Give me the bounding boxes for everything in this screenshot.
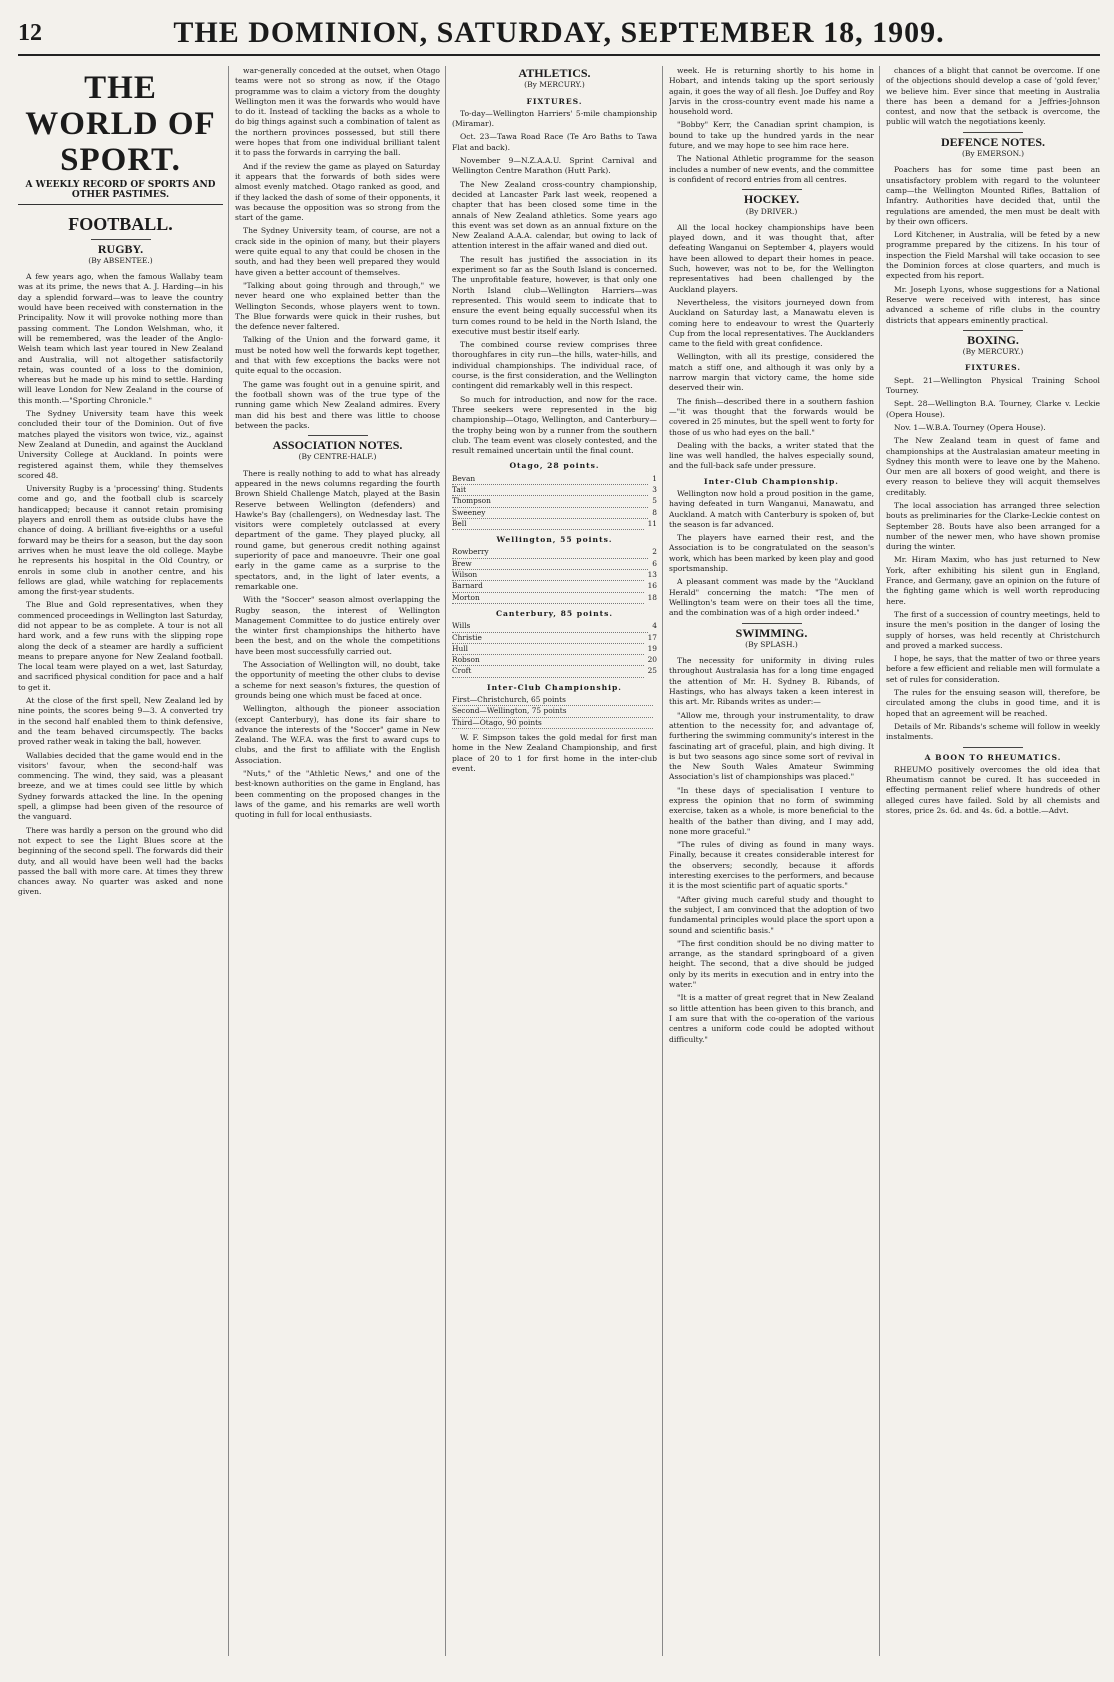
- table-cell-name: Tait: [452, 485, 648, 496]
- swimming-article: [669, 656, 874, 1045]
- defence-paragraph: Poachers has for some time past been an unsatisfactory problem with regard to the volunteer camp—the Wellington Mounted Rifles, Battalion of Infantry. Authorities have decided that, until the regulations are amended, the men must be dealt with by their own officers.: [886, 165, 1100, 226]
- boxing-paragraph: The local association has arranged three selection bouts as preliminaries for the Clarke-Leckie contest on September 28. Bouts have also been arranged for a number of the newer men, who have shown promise during the winter.: [886, 500, 1100, 552]
- association-paragraph: With the "Soccer" season almost overlapping the Rugby season, the interest of Wellington Management Committee to do justice entirely over the winter first championships the hitherto have been the best, and on the whole the competitions have been most successfully carried out.: [235, 595, 440, 656]
- boxing-fixtures: [886, 376, 1100, 433]
- table-cell-value: 3: [652, 484, 657, 494]
- athletics-article: [452, 180, 657, 457]
- table-cell-name: Bevan: [452, 474, 648, 485]
- table-row: [452, 519, 657, 530]
- column-3: [452, 66, 657, 1656]
- column-2: [235, 66, 440, 1656]
- boxing-paragraph: The first of a succession of country meetings, held to insure the men's position in the danger of losing the supply of horses, was held recently at Christchurch and proved a marked success.: [886, 609, 1100, 650]
- divider: [963, 330, 1023, 331]
- football-paragraph: The Blue and Gold representatives, when they commenced proceedings in Wellington last Saturday, did not appear to be as complete. A tour is not all hard work, and a few runs with the slipping rope along the deck of a steamer are hardly a sufficient means to prepare anyone for New Zealand football. The local team were played on a wet, last Saturday, and sacrificed physical condition for pace and a half to get it.: [18, 600, 223, 692]
- table-row: [452, 718, 657, 729]
- divider: [963, 132, 1023, 133]
- football-paragraph: University Rugby is a 'processing' thing. Students come and go, and the football club is scarcely handicapped; because it cannot retain promising players and enroll them as outside clubs have the chance of doing. A brilliant five-eighths or a useful forward may be theirs for a season, but the day soon arrives when he must leave the old college. Maybe he represents his hospital in the Old Country, or enrols in some club in another centre, and his fellows are glad, while watching for replacements among the first-year students.: [18, 484, 223, 597]
- swimming-paragraph: "Allow me, through your instrumentality, to draw attention to the necessity for, and advantage of, furthering the swimming community's interest in the fascinating art of graceful, plain, and high diving. It is but two seasons ago since some sort of revival in the New South Wales Amateur Swimming Association's list of championships was placed.": [669, 710, 874, 782]
- table-cell-name: Croft: [452, 666, 644, 677]
- interclub-title: Inter-Club Championship.: [487, 682, 622, 692]
- column-rule: [879, 66, 880, 1656]
- table-cell-value: 25: [647, 666, 657, 676]
- advertisement-title: A BOON TO RHEUMATICS.: [924, 752, 1062, 762]
- hockey-paragraph: A pleasant comment was made by the "Auckland Herald" concerning the match: "The men of Wellington's team were on their toes all the time, and the combination was of a high order indeed.": [669, 577, 874, 618]
- swimming-paragraph: The rules for the ensuing season will, therefore, be circulated among the clubs in good time, and it is hoped that an agreement will be reached.: [886, 688, 1100, 718]
- rugby-paragraph: "Talking about going through and through," we never heard one who explained better than the Wellington Seconds, whose players went to town. The Blue forwards were quick in their rushes, but the defence never faltered.: [235, 280, 440, 332]
- athletics-paragraph: The New Zealand cross-country championship, decided at Lancaster Park last week, reopened a chapter that has been closed some time in the annals of New Zealand athletics. Some years ago this event was set down as an annual fixture on the New Zealand A.A.A. calendar, but owing to lack of attention interest in the affair waned and died out.: [452, 179, 657, 251]
- athletics-continued: week. He is returning shortly to his home in Hobart, and intends taking up the sport seriously again, it goes the way of all flesh. Joe Duffey and Roy Jarvis in the cross-country event made his name a household word.: [669, 66, 874, 117]
- hockey-byline: (By DRIVER.): [745, 206, 798, 216]
- table-cell-name: Morton: [452, 593, 644, 604]
- column-1: [18, 66, 223, 1656]
- table-cell-name: Barnard: [452, 581, 644, 592]
- table-row: [452, 508, 657, 519]
- column-rule: [662, 66, 663, 1656]
- divider: [742, 189, 802, 190]
- table-title: Canterbury, 85 points.: [495, 608, 614, 618]
- association-byline: (By CENTRE-HALF.): [298, 452, 377, 462]
- boxing-heading: BOXING.: [967, 332, 1019, 347]
- table-cell-name: Sweeney: [452, 508, 648, 519]
- results-table: [452, 621, 657, 677]
- divider: [308, 435, 368, 436]
- table-cell-value: 17: [647, 632, 657, 642]
- rugby-article-continued: [235, 66, 440, 431]
- football-paragraph: The Sydney University team have this week concluded their tour of the Dominion. Out of five matches played the visitors won twice, viz., against New Zealand at Dunedin, and against the Auckland University College at Auckland. In points were registered against them, while they themselves scored 48.: [18, 409, 223, 480]
- rugby-heading: RUGBY.: [97, 241, 144, 256]
- fixture-item: Sept. 21—Wellington Physical Training School Tourney.: [886, 375, 1100, 396]
- column-5: [886, 66, 1100, 1656]
- boxing-byline: (By MERCURY.): [962, 347, 1024, 357]
- athletics-closing: W. F. Simpson takes the gold medal for first man home in the New Zealand Championship, and first place of 20 to 1 for first home in the inter-club event.: [452, 732, 657, 773]
- table-cell-value: 16: [647, 581, 657, 591]
- swimming-byline: (By SPLASH.): [745, 639, 798, 649]
- table-cell-name: Bell: [452, 519, 644, 530]
- hockey-paragraph: Wellington now hold a proud position in the game, having defeated in turn Wanganui, Manawatu, and Auckland. A match with Canterbury is spoken of, but the season is far advanced.: [669, 488, 874, 529]
- boxing-paragraph: Mr. Hiram Maxim, who has just returned to New York, after exhibiting his silent gun in England, France, and Germany, gave an opinion on the future of the fighting game which is well worth reproducing here.: [886, 555, 1100, 606]
- rugby-paragraph: And if the review the game as played on Saturday it appears that the forwards of both sides were almost evenly matched. Otago ranked as good, and if they lacked the dash of some of their opponents, it was because the opposition was so strong from the start of the game.: [235, 161, 440, 223]
- swimming-paragraph: "After giving much careful study and thought to the subject, I am convinced that the adoption of two fundamental principles would place the sport upon a sound and scientific basis.": [669, 894, 874, 935]
- hockey-paragraph: The finish—described there in a southern fashion—"it was thought that the forwards would be covered in 25 minutes, but the spell went to forty for those of us who had eyes on the ball.": [669, 396, 874, 437]
- newspaper-title: THE DOMINION, SATURDAY, SEPTEMBER 18, 1909.: [173, 16, 945, 49]
- table-row: [452, 581, 657, 592]
- table-cell-value: 1: [652, 473, 657, 483]
- hockey-paragraph: Wellington, with all its prestige, considered the match a stiff one, and although it was only by a narrow margin that victory came, the home side deserved their win.: [669, 352, 874, 393]
- swimming-paragraph: "The rules of diving as found in many ways. Finally, because it creates considerable interest for the observers; secondly, because it affords interesting exercises to the performers, and because it is the most scientific part of aquatic sports.": [669, 840, 874, 891]
- table-title: Wellington, 55 points.: [496, 535, 613, 545]
- table-cell-name: Robson: [452, 655, 644, 666]
- table-cell-value: 4: [652, 621, 657, 631]
- table-cell-name: Wills: [452, 621, 648, 632]
- divider: [963, 747, 1023, 748]
- athletics-fixtures-label: FIXTURES.: [526, 96, 583, 106]
- table-cell-value: 6: [652, 558, 657, 568]
- rugby-paragraph: The game was fought out in a genuine spirit, and the football shown was of the true type of the running game which New Zealand admires. Every man did his best and there was little to choose between the packs.: [235, 379, 440, 430]
- world-of-sport-subhead: A WEEKLY RECORD OF SPORTS AND OTHER PASTIMES.: [18, 180, 223, 205]
- table-cell-name: Third—Otago, 90 points: [452, 718, 653, 729]
- boxing-fixtures-label: FIXTURES.: [964, 363, 1022, 373]
- athletics-heading: ATHLETICS.: [518, 66, 591, 80]
- table-title: Otago, 28 points.: [509, 461, 600, 471]
- fixture-item: November 9—N.Z.A.A.U. Sprint Carnival and Wellington Centre Marathon (Hutt Park).: [452, 156, 657, 176]
- boxing-article: [886, 436, 1100, 651]
- swimming-heading: SWIMMING.: [735, 625, 808, 640]
- table-row: [452, 485, 657, 496]
- table-cell-name: Wilson: [452, 570, 644, 581]
- divider: [91, 239, 151, 240]
- association-notes-heading: ASSOCIATION NOTES.: [272, 438, 403, 453]
- football-paragraph: At the close of the first spell, New Zealand led by nine points, the scores being 9—3. A converted try in the second half enabled them to think defensive, and the team behaved circumspectly. The backs proved rather weak in taking the ball, however.: [18, 696, 223, 747]
- fixture-item: Sept. 28—Wellington B.A. Tourney, Clarke v. Leckie (Opera House).: [886, 399, 1100, 419]
- table-row: [452, 644, 657, 655]
- association-paragraph: The Association of Wellington will, no doubt, take the opportunity of meeting the other clubs to devise a scheme for next season's fixtures, the question of grounds being one which must be faced at once.: [235, 660, 440, 700]
- table-row: [452, 655, 657, 666]
- athletics-notes: [669, 120, 874, 185]
- boxing-paragraph: The New Zealand team in quest of fame and championships at the Australasian amateur meeting in Sydney this month were to leave one by the Maheno. Our men are all boxers of good weight, and there is every reason to believe they will acquit themselves creditably.: [886, 436, 1100, 497]
- table-cell-name: Christie: [452, 633, 644, 644]
- table-row: [452, 570, 657, 581]
- swimming-paragraph: "It is a matter of great regret that in New Zealand so little attention has been given to this branch, and I am sure that with the co-operation of the various centres a uniform code could be adopted without difficulty.": [669, 993, 874, 1044]
- athletics-byline: (By MERCURY.): [524, 80, 585, 90]
- hockey-paragraph: Dealing with the backs, a writer stated that the line was well handled, the halves especially sound, and the full-back safe under pressure.: [669, 440, 874, 471]
- football-paragraph: A few years ago, when the famous Wallaby team was at its prime, the news that A. J. Harding—in his day a splendid forward—was to leave the country would have been received with consternation in the Principality. Now it will provoke nothing more than passing comment. The London Welshman, who, it will be remembered, was the leader of the Anglo-Welsh team which last year toured in New Zealand and Australia, will not altogether satisfactorily retain, was counted of a loss to the dominion, whereas but he made up his mind to settle. Harding will leave London for New Zealand in the course of this month.—"Sporting Chronicle.": [18, 272, 223, 405]
- table-cell-value: 11: [647, 518, 657, 528]
- table-row: [452, 621, 657, 632]
- swimming-article-continued: [886, 688, 1100, 742]
- table-cell-name: Thompson: [452, 496, 648, 507]
- results-table: [452, 474, 657, 530]
- fixture-item: Nov. 1—W.B.A. Tourney (Opera House).: [894, 422, 1046, 432]
- table-cell-value: 20: [647, 655, 657, 665]
- newspaper-page: [18, 14, 1100, 1664]
- football-article: [18, 272, 223, 898]
- table-cell-value: 18: [647, 592, 657, 602]
- table-row: [452, 695, 657, 706]
- defence-heading: DEFENCE NOTES.: [940, 134, 1046, 149]
- athletics-paragraph: The National Athletic programme for the season includes a number of new events, and the committee is confident of record entries from all centres.: [669, 154, 874, 184]
- results-table: [452, 547, 657, 603]
- athletics-paragraph: "Bobby" Kerr, the Canadian sprint champion, is bound to take up the hundred yards in the near future, and we may hope to see him race here.: [669, 120, 874, 151]
- football-paragraph: Wallabies decided that the game would end in the visitors' favour, when the second-half was commencing. The wind, they said, was a pleasant breeze, and we at times could see little by which Sydney forwards attacked the line. In the opening spell, a glimpse had been given of the resource of the vanguard.: [18, 750, 223, 822]
- table-row: [452, 547, 657, 558]
- table-cell-name: Second—Wellington, 75 points: [452, 706, 653, 717]
- athletics-paragraph: The result has justified the association in its experiment so far as the South Island is concerned. The unprofitable feature, however, is that only one North Island club—Wellington Harriers—was represented. This would seem to indicate that to ensure the event being equally successful when its turn comes round to be held in the North Island, the executive must bestir itself early.: [452, 254, 657, 336]
- hockey-heading: HOCKEY.: [743, 192, 800, 207]
- swimming-paragraph: The necessity for uniformity in diving rules throughout Australasia has for a long time engaged the attention of Mr. H. Sydney B. Ribands, of Hastings, who has always taken a keen interest in this art. Mr. Ribands writes as under:—: [669, 656, 874, 707]
- defence-paragraph: Mr. Joseph Lyons, whose suggestions for a National Reserve were received with interest, has since advanced a scheme of rifle clubs in the country districts that appears eminently practical.: [886, 284, 1100, 325]
- rugby-paragraph: The Sydney University team, of course, are not a crack side in the opinion of many, but their players were quite equal to any that could be chosen in the south, and had they been well prepared they would have given a better account of themselves.: [235, 226, 440, 277]
- fixture-item: To-day—Wellington Harriers' 5-mile championship (Miramar).: [452, 108, 657, 129]
- table-row: [452, 559, 657, 570]
- association-paragraph: Wellington, although the pioneer association (except Canterbury), has done its fair share to advance the interests of the "Soccer" game in New Zealand. The W.F.A. was the first to award cups to clubs, and the first to affiliate with the English Association.: [235, 704, 440, 765]
- hockey-interclub-title: Inter-Club Championship.: [704, 476, 839, 486]
- football-paragraph: There was hardly a person on the ground who did not expect to see the Light Blues score at the beginning of the second spell. The forwards did their duty, and all would have been well had the backs passed the ball with more care. At times they threw chances away. No quarter was asked and none given.: [18, 825, 223, 897]
- table-row: [452, 633, 657, 644]
- athletics-paragraph: So much for introduction, and now for the race. Three seekers were represented in the big championship—Otago, Wellington, and Canterbury—the trophy being won by a runner from the southern club. The team event was closely contested, and the result remained uncertain until the final count.: [452, 394, 657, 456]
- table-row: [452, 593, 657, 604]
- hockey-paragraph: Nevertheless, the visitors journeyed down from Auckland on Saturday last, a Manawatu eleven is coming here to endeavour to wrest the Quarterly Cup from the local representatives. The Aucklanders came to the field with great confidence.: [669, 297, 874, 349]
- table-cell-value: 2: [652, 547, 657, 557]
- table-cell-value: 19: [647, 643, 657, 653]
- page-number: 12: [18, 20, 42, 46]
- football-byline: (By ABSENTEE.): [88, 255, 153, 265]
- defence-paragraph: Lord Kitchener, in Australia, will be feted by a new programme prepared by the citizens. In his tour of inspection the Field Marshal will take occasion to see the Dominion forces at close quarters, and much is expected from his report.: [886, 230, 1100, 281]
- table-cell-name: Rowberry: [452, 547, 648, 558]
- table-cell-name: Brew: [452, 559, 648, 570]
- table-cell-name: First—Christchurch, 65 points: [452, 695, 653, 706]
- masthead: [18, 14, 1100, 56]
- rugby-paragraph: war-generally conceded at the outset, when Otago teams were not so strong as now, if the Otago programme was to claim a victory from the doughty Wellington men it was the forwards who would have to do it. Instead of tackling the backs as a whole to do big things against such a combination of talent as the northern provinces possessed, but still there were hopes that from one individual brilliant talent it to pass the forwards in carrying the ball.: [235, 66, 440, 158]
- advertisement-text: RHEUMO positively overcomes the old idea that Rheumatism cannot be cured. It has succeeded in effecting permanent relief where hundreds of other alleged cures have failed. Sold by all chemists and stores, price 2s. 6d. and 4s. 6d. a bottle.—Advt.: [886, 764, 1100, 815]
- table-cell-value: 8: [652, 507, 657, 517]
- table-row: [452, 474, 657, 485]
- swimming-paragraph: "The first condition should be no diving matter to arrange, as the standard springboard of a given height. The second, that a dive should be judged only by its merits in execution and in entry into the water.": [669, 938, 874, 990]
- table-cell-name: Hull: [452, 644, 644, 655]
- rugby-paragraph: Talking of the Union and the forward game, it must be noted how well the forwards kept together, and that with few exceptions the backs were not quite equal to the occasion.: [235, 335, 440, 376]
- hockey-article-continued: [669, 489, 874, 619]
- fixture-item: Oct. 23—Tawa Road Race (Te Aro Baths to Tawa Flat and back).: [452, 132, 657, 152]
- table-row: [452, 706, 657, 717]
- results-table: [452, 695, 657, 729]
- hockey-paragraph: All the local hockey championships have been played down, and it was thought that, after defeating Wanganui on September 4, players would have been allowed to depart their homes in peace. Such, however, was not to be, for the Wellington representatives had been challenged by the Auckland players.: [669, 222, 874, 294]
- association-paragraph: "Nuts," of the "Athletic News," and one of the best-known authorities on the game in England, has been commenting on the proposed changes in the laws of the game, and his remarks are well worth quoting in full for local enthusiasts.: [235, 769, 440, 820]
- column-rule: [228, 66, 229, 1656]
- table-cell-value: 5: [652, 496, 657, 506]
- association-paragraph: There is really nothing to add to what has already appeared in the news columns regarding the fourth Brown Shield Challenge Match, played at the Basin Reserve between Wellington (defenders) and Hawke's Bay (challengers), on Wednesday last. The visitors were completely outclassed at every department of the game. They played plucky, all round game, but generous credit nothing against superiority of pace and manoeuvre. Their one goal early in the game came as a surprise to the spectators, and, in the light of later events, a remarkable one.: [235, 468, 440, 591]
- athletics-fixtures: [452, 109, 657, 177]
- swimming-paragraph: "In these days of specialisation I venture to express the opinion that no form of swimming exercise, taken as a whole, is more beneficial to the health of the bather than diving, and I may add, none more graceful.": [669, 785, 874, 836]
- table-row: [452, 496, 657, 507]
- swimming-paragraph: Details of Mr. Ribands's scheme will follow in weekly instalments.: [886, 721, 1100, 742]
- column-4: [669, 66, 874, 1656]
- association-article: [235, 469, 440, 821]
- hockey-paragraph: The players have earned their rest, and the Association is to be congratulated on the season's work, which has been marked by keen play and good sportsmanship.: [669, 533, 874, 574]
- defence-intro: chances of a blight that cannot be overcome. If one of the objections should develop a case of 'gold fever,' we believe him. Ever since that meeting in Australia there has been a demand for a Jeffries-Johnson contest, and now that the setback is overcome, the public will watch the negotiations keenly.: [886, 66, 1100, 127]
- table-row: [452, 666, 657, 677]
- divider: [742, 623, 802, 624]
- defence-byline: (By EMERSON.): [961, 149, 1024, 159]
- column-rule: [445, 66, 446, 1656]
- table-cell-value: 13: [647, 570, 657, 580]
- athletics-paragraph: The combined course review comprises three thoroughfares in city run—the hills, water-hills, and individual championships. The individual race, of course, is the first consideration, and the Wellington contingent did remarkably well in this respect.: [452, 340, 657, 391]
- hockey-article: [669, 223, 874, 472]
- football-heading: FOOTBALL.: [68, 213, 173, 234]
- swimming-continued: I hope, he says, that the matter of two or three years before a few efficient and reliable men will formulate a set of rules for consideration.: [886, 654, 1100, 684]
- world-of-sport-headline: THE WORLD OF SPORT.: [25, 70, 216, 178]
